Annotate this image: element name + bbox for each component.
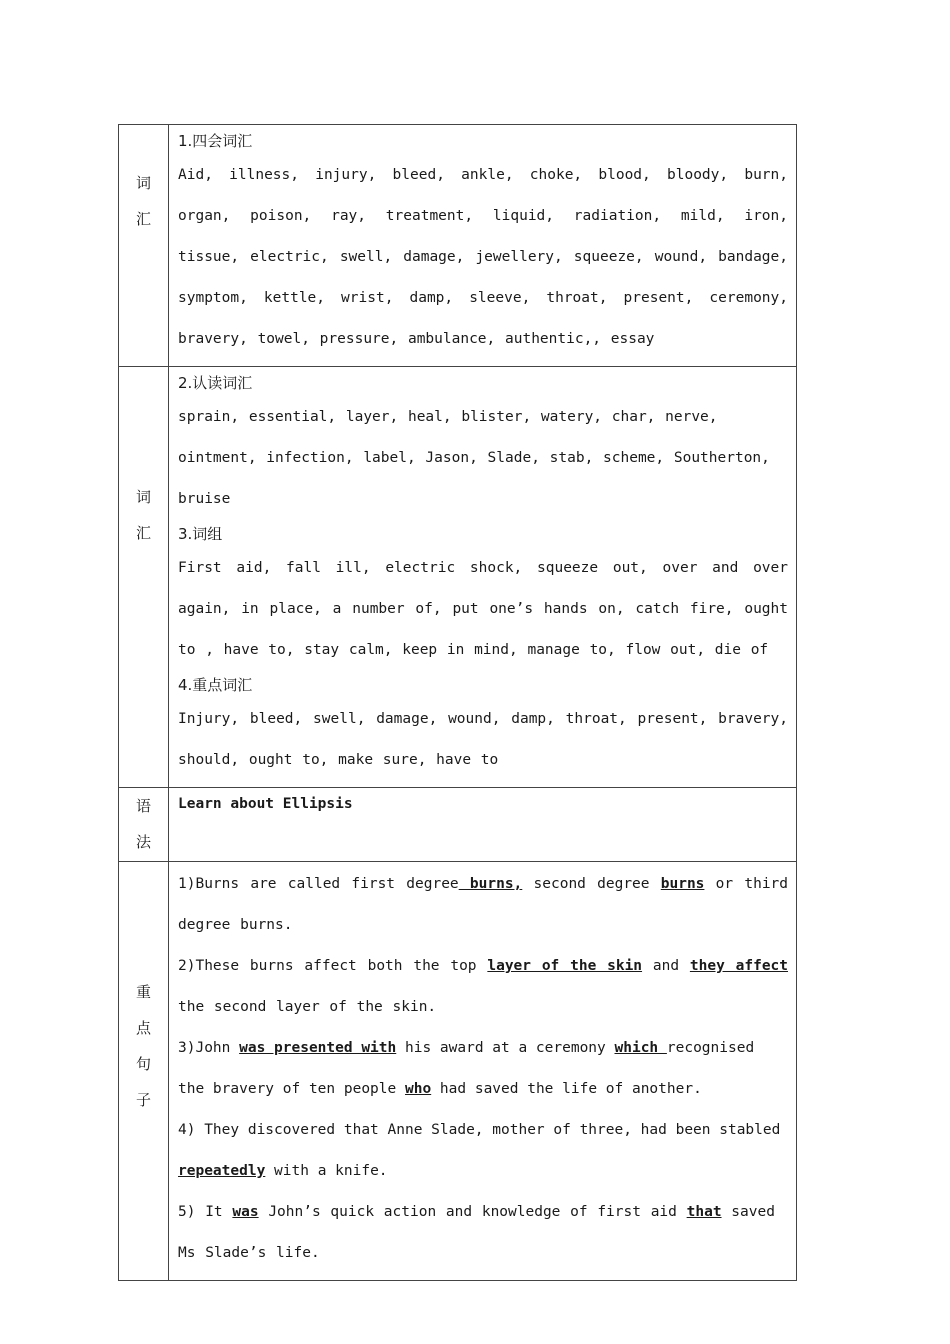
sentence-3: 3)John was presented with his award at a ceremony which recognised (178, 1040, 755, 1056)
vocab-cell-2 (169, 367, 797, 788)
row-label-sentences (119, 862, 169, 1281)
section-heading: 4.重点词汇 (178, 676, 253, 694)
sentence-2: 2)These burns affect both the top layer of the skin and they affect the second layer of the skin. (178, 958, 789, 1015)
grammar-cell (169, 788, 797, 862)
phrase-list: First aid, fall ill, electric shock, squeeze out, over and over again, in place, a number of, put one’s hands on, catch fire, ought to , have to, stay calm, keep in mind, manage to, flow out, die of (178, 560, 788, 658)
sentence-5: 5) It was John’s quick action and knowledge of first aid that saved Ms Slade’s life. (178, 1204, 775, 1261)
vocab-list: sprain, essential, layer, heal, blister, watery, char, nerve, ointment, infection, label, Jason, Slade, stab, scheme, Southerton, bruise (178, 409, 770, 507)
label-char: 词 (135, 488, 151, 506)
vocab-row-2 (119, 367, 797, 788)
sentences-row (119, 862, 797, 1281)
grammar-row (119, 788, 797, 862)
sentence-4-cont: repeatedly with a knife. (178, 1163, 388, 1179)
label-char: 子 (135, 1091, 151, 1109)
row-label-vocab-2 (119, 367, 169, 788)
key-vocab-list: Injury, bleed, swell, damage, wound, damp, throat, present, bravery, should, ought to, make sure, have to (178, 711, 788, 768)
row-label-vocab-1 (119, 125, 169, 367)
grammar-topic: Learn about Ellipsis (178, 796, 353, 812)
sentence-3-cont: the bravery of ten people who had saved the life of another. (178, 1081, 702, 1097)
vocab-cell-1 (169, 125, 797, 367)
label-char: 句 (135, 1055, 151, 1073)
label-char: 汇 (135, 524, 151, 542)
sentence-4: 4) They discovered that Anne Slade, mother of three, had been stabled (178, 1122, 781, 1138)
section-heading: 3.词组 (178, 525, 223, 543)
label-char: 语 (135, 797, 151, 815)
section-heading: 2.认读词汇 (178, 374, 253, 392)
section-heading: 1.四会词汇 (178, 132, 253, 150)
label-char: 重 (135, 983, 151, 1001)
label-char: 汇 (135, 210, 151, 228)
label-char: 点 (135, 1019, 151, 1037)
sentence-1: 1)Burns are called first degree burns, second degree burns or third degree burns. (178, 876, 789, 933)
lesson-table (118, 124, 797, 1281)
vocab-list: Aid, illness, injury, bleed, ankle, choke, blood, bloody, burn, organ, poison, ray, treatment, liquid, radiation, mild, iron, tissue, electric, swell, damage, jewellery, squeeze, wound, bandage, symptom, kettle, wrist, damp, sleeve, throat, present, ceremony, bravery, towel, pressure, ambulance, authentic,, essay (178, 167, 788, 347)
vocab-row-1 (119, 125, 797, 367)
label-char: 法 (135, 833, 151, 851)
label-char: 词 (135, 174, 151, 192)
sentences-cell (169, 862, 797, 1281)
row-label-grammar (119, 788, 169, 862)
